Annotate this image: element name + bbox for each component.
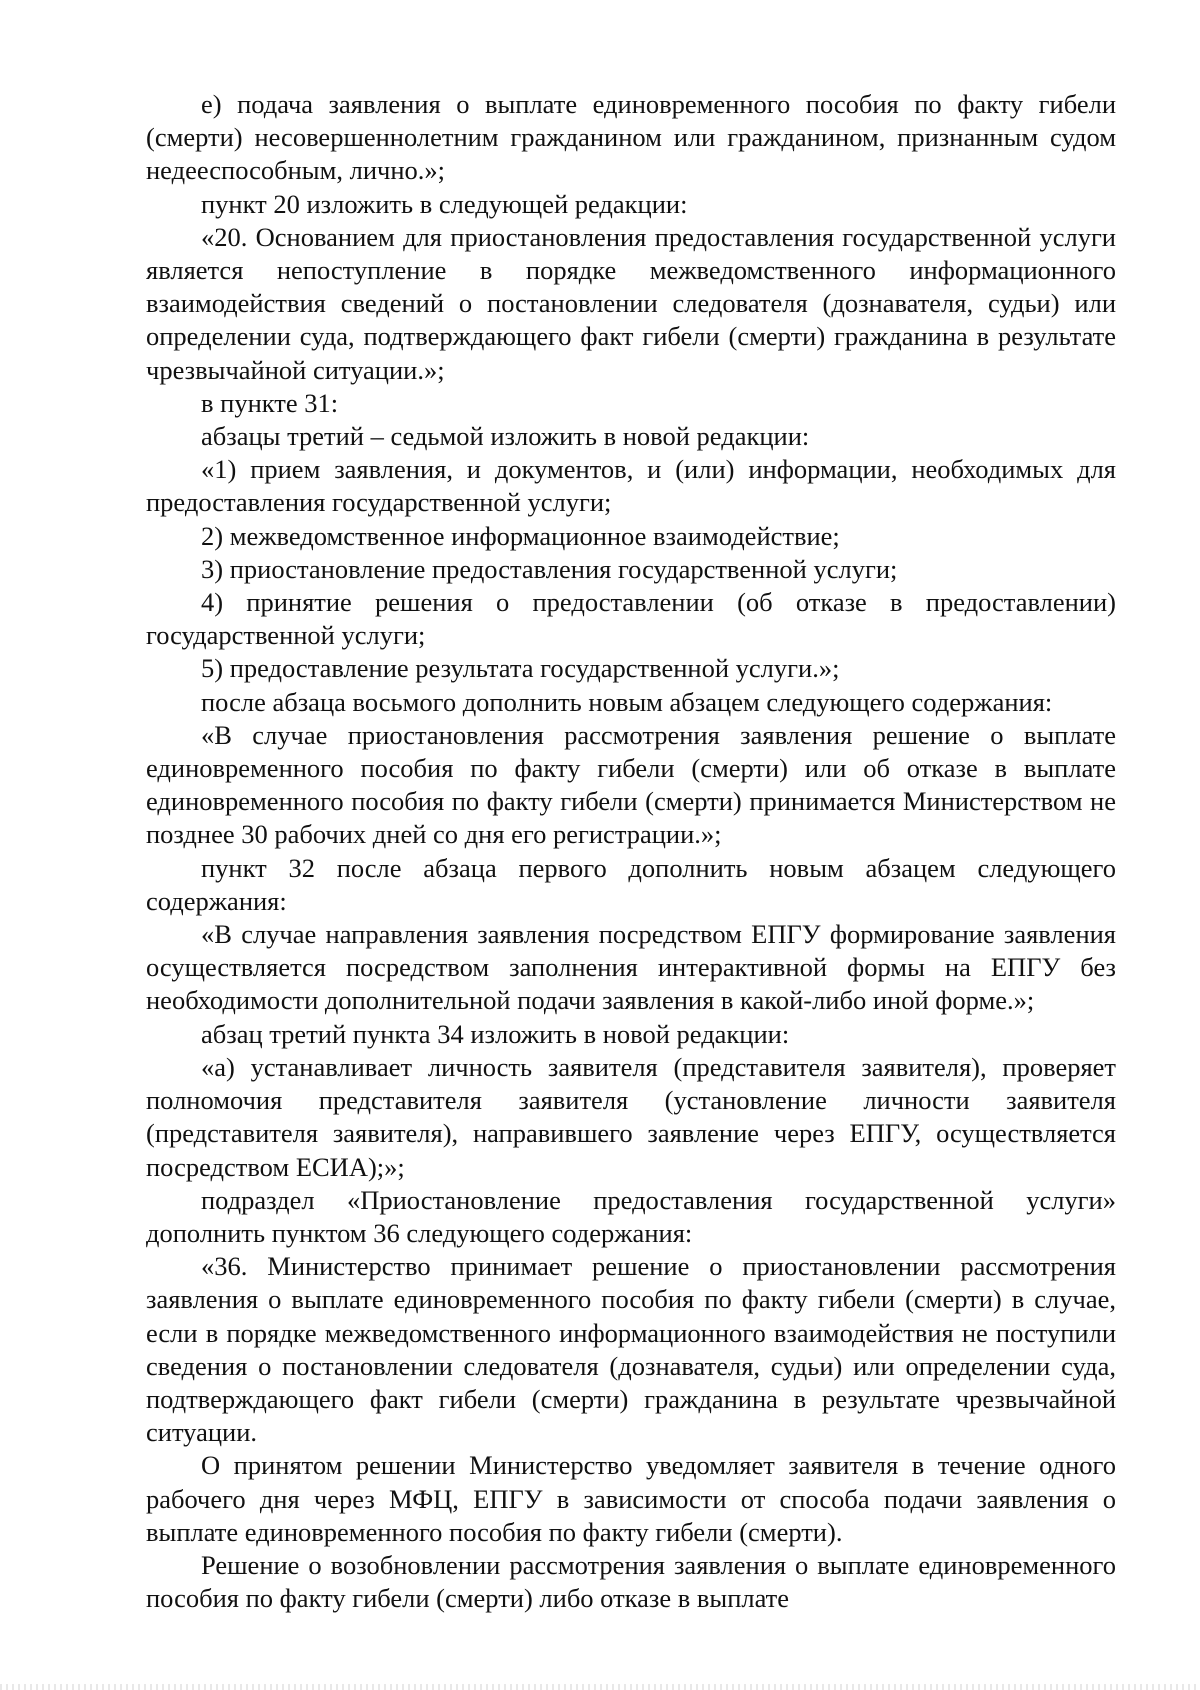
paragraph-list-item-1: «1) прием заявления, и документов, и (или) информации, необходимых для предоставления государственной услуги; [146,454,1116,518]
paragraph-subsection-instruction: подраздел «Приостановление предоставления государственной услуги» дополнить пунктом 36 следующего содержания: [146,1184,1116,1248]
paragraph-after-eighth-instruction: после абзаца восьмого дополнить новым абзацем следующего содержания: [201,686,1053,717]
paragraph-list-item-3: 3) приостановление предоставления государственной услуги; [201,553,898,584]
scan-edge-mark [0,1684,1200,1690]
paragraph-point-32-instruction: пункт 32 после абзаца первого дополнить новым абзацем следующего содержания: [146,852,1116,916]
paragraph-point-36-text: «36. Министерство принимает решение о приостановлении рассмотрения заявления о выплате единовременного пособия по факту гибели (смерти) в случае, если в порядке межведомственного информационного взаимодействия не поступили сведения о постановлении следователя (дознавателя, судьи) или определении суда, подтверждающего факт гибели (смерти) гражданина в результате чрезвычайной ситуации. [146,1251,1116,1448]
paragraph-point-20-instruction: пункт 20 изложить в следующей редакции: [201,188,688,219]
paragraph-epgu-form: «В случае направления заявления посредством ЕПГУ формирование заявления осуществляется посредством заполнения интерактивной формы на ЕПГУ без необходимости дополнительной подачи заявления в какой-либо иной форме.»; [146,919,1116,1016]
paragraph-resumption-decision: Решение о возобновлении рассмотрения заявления о выплате единовременного пособия по факту гибели (смерти) либо отказе в выплате [146,1549,1116,1614]
paragraph-item-e: е) подача заявления о выплате единовременного пособия по факту гибели (смерти) несовершеннолетним гражданином или гражданином, признанным судом недееспособным, лично.»; [146,89,1116,186]
paragraph-point-20-text: «20. Основанием для приостановления предоставления государственной услуги является непоступление в порядке межведомственного информационного взаимодействия сведений о постановлении следователя (дознавателя, судьи) или определении суда, подтверждающего факт гибели (смерти) гражданина в результате чрезвычайной ситуации.»; [146,221,1116,385]
paragraph-list-item-5: 5) предоставление результата государственной услуги.»; [201,653,840,684]
paragraph-suspension-decision: «В случае приостановления рассмотрения заявления решение о выплате единовременного пособия по факту гибели (смерти) или об отказе в выплате единовременного пособия по факту гибели (смерти) принимается Министерством не позднее 30 рабочих дней со дня его регистрации.»; [146,719,1116,850]
paragraph-point-34-instruction: абзац третий пункта 34 изложить в новой редакции: [201,1018,790,1049]
paragraph-list-item-4: 4) принятие решения о предоставлении (об отказе в предоставлении) государственной услуги; [146,587,1116,651]
paragraph-identity-check: «а) устанавливает личность заявителя (представителя заявителя), проверяет полномочия представителя заявителя (установление личности заявителя (представителя заявителя), направившего заявление через ЕПГУ, осуществляется посредством ЕСИА);»; [146,1051,1116,1182]
paragraph-point-31-instruction: абзацы третий – седьмой изложить в новой редакции: [201,421,810,452]
paragraph-point-31-heading: в пункте 31: [201,387,339,418]
paragraph-notification: О принятом решении Министерство уведомляет заявителя в течение одного рабочего дня через МФЦ, ЕПГУ в зависимости от способа подачи заявления о выплате единовременного пособия по факту гибели (смерти). [146,1450,1116,1547]
paragraph-list-item-2: 2) межведомственное информационное взаимодействие; [201,520,840,551]
document-body [146,88,1116,1615]
